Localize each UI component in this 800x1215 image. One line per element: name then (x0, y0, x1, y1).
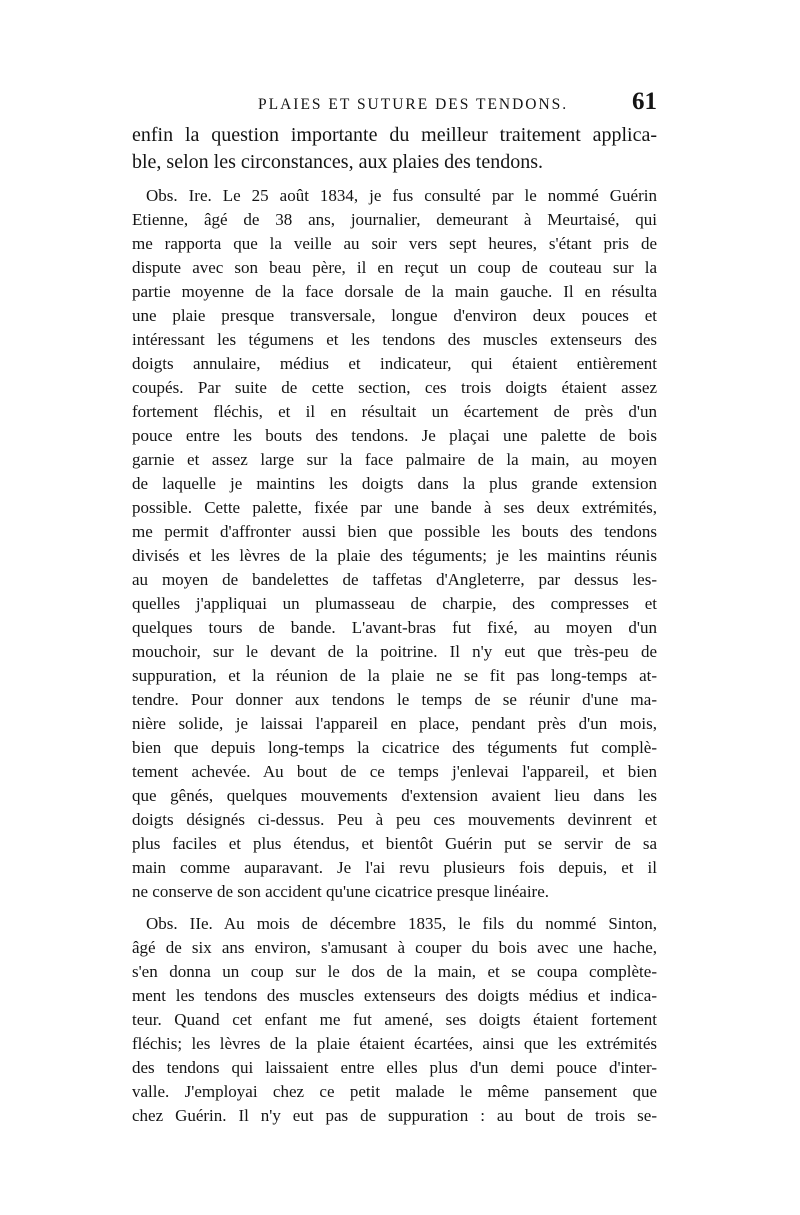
page-header (132, 88, 657, 120)
text-line: âgé de six ans environ, s'amusant à couper du bois avec une hache, (132, 938, 657, 957)
intro-paragraph (132, 122, 657, 176)
text-line: dispute avec son beau père, il en reçut un coup de couteau sur la (132, 258, 657, 277)
text-line: Etienne, âgé de 38 ans, journalier, demeurant à Meurtaisé, qui (132, 210, 657, 229)
text-line: teur. Quand cet enfant me fut amené, ses doigts étaient fortement (132, 1010, 657, 1029)
text-line: pouce entre les bouts des tendons. Je plaçai une palette de bois (132, 426, 657, 445)
observation-1-paragraph (132, 184, 657, 904)
observation-2-paragraph (132, 912, 657, 1128)
text-line: suppuration, et la réunion de la plaie ne se fit pas long-temps at- (132, 666, 657, 685)
body-text (132, 122, 657, 1128)
text-line: coupés. Par suite de cette section, ces trois doigts étaient assez (132, 378, 657, 397)
text-line: fléchis; les lèvres de la plaie étaient écartées, ainsi que les extrémités (132, 1034, 657, 1053)
text-line: doigts annulaire, médius et indicateur, qui étaient entièrement (132, 354, 657, 373)
text-line: de laquelle je maintins les doigts dans la plus grande extension (132, 474, 657, 493)
text-line: quelques tours de bande. L'avant-bras fut fixé, au moyen d'un (132, 618, 657, 637)
text-line: que gênés, quelques mouvements d'extension avaient lieu dans les (132, 786, 657, 805)
text-line: possible. Cette palette, fixée par une bande à ses deux extrémités, (132, 498, 657, 517)
text-line: partie moyenne de la face dorsale de la main gauche. Il en résulta (132, 282, 657, 301)
text-line: des tendons qui laissaient entre elles plus d'un demi pouce d'inter- (132, 1058, 657, 1077)
text-line: chez Guérin. Il n'y eut pas de suppuration : au bout de trois se- (132, 1106, 657, 1125)
text-line: nière solide, je laissai l'appareil en place, pendant près d'un mois, (132, 714, 657, 733)
text-line: doigts désignés ci-dessus. Peu à peu ces mouvements devinrent et (132, 810, 657, 829)
text-line: mouchoir, sur le devant de la poitrine. Il n'y eut que très-peu de (132, 642, 657, 661)
text-line: Obs. IIe. Au mois de décembre 1835, le fils du nommé Sinton, (146, 914, 657, 933)
text-line: plus faciles et plus étendus, et bientôt Guérin put se servir de sa (132, 834, 657, 853)
running-head: PLAIES ET SUTURE DES TENDONS. (258, 96, 569, 113)
text-line: tement achevée. Au bout de ce temps j'enlevai l'appareil, et bien (132, 762, 657, 781)
text-line: ne conserve de son accident qu'une cicatrice presque linéaire. (132, 882, 549, 901)
text-line: fortement fléchis, et il en résultait un écartement de près d'un (132, 402, 657, 421)
page-number: 61 (632, 88, 657, 115)
text-line: au moyen de bandelettes de taffetas d'Angleterre, par dessus les- (132, 570, 657, 589)
text-line: bien que depuis long-temps la cicatrice des téguments fut complè- (132, 738, 657, 757)
text-line: intéressant les tégumens et les tendons des muscles extenseurs des (132, 330, 657, 349)
text-line: garnie et assez large sur la face palmaire de la main, au moyen (132, 450, 657, 469)
text-line: ment les tendons des muscles extenseurs des doigts médius et indica- (132, 986, 657, 1005)
text-line: une plaie presque transversale, longue d'environ deux pouces et (132, 306, 657, 325)
text-line: s'en donna un coup sur le dos de la main, et se coupa complète- (132, 962, 657, 981)
text-line: quelles j'appliquai un plumasseau de charpie, des compresses et (132, 594, 657, 613)
text-line: Obs. Ire. Le 25 août 1834, je fus consulté par le nommé Guérin (146, 186, 657, 205)
text-line: tendre. Pour donner aux tendons le temps de se réunir d'une ma- (132, 690, 657, 709)
text-line: ble, selon les circonstances, aux plaies des tendons. (132, 151, 543, 173)
text-line: me permit d'affronter aussi bien que possible les bouts des tendons (132, 522, 657, 541)
text-line: divisés et les lèvres de la plaie des téguments; je les maintins réunis (132, 546, 657, 565)
text-line: me rapporta que la veille au soir vers sept heures, s'étant pris de (132, 234, 657, 253)
text-line: enfin la question importante du meilleur traitement applica- (132, 124, 657, 146)
text-line: main comme auparavant. Je l'ai revu plusieurs fois depuis, et il (132, 858, 657, 877)
text-line: valle. J'employai chez ce petit malade le même pansement que (132, 1082, 657, 1101)
